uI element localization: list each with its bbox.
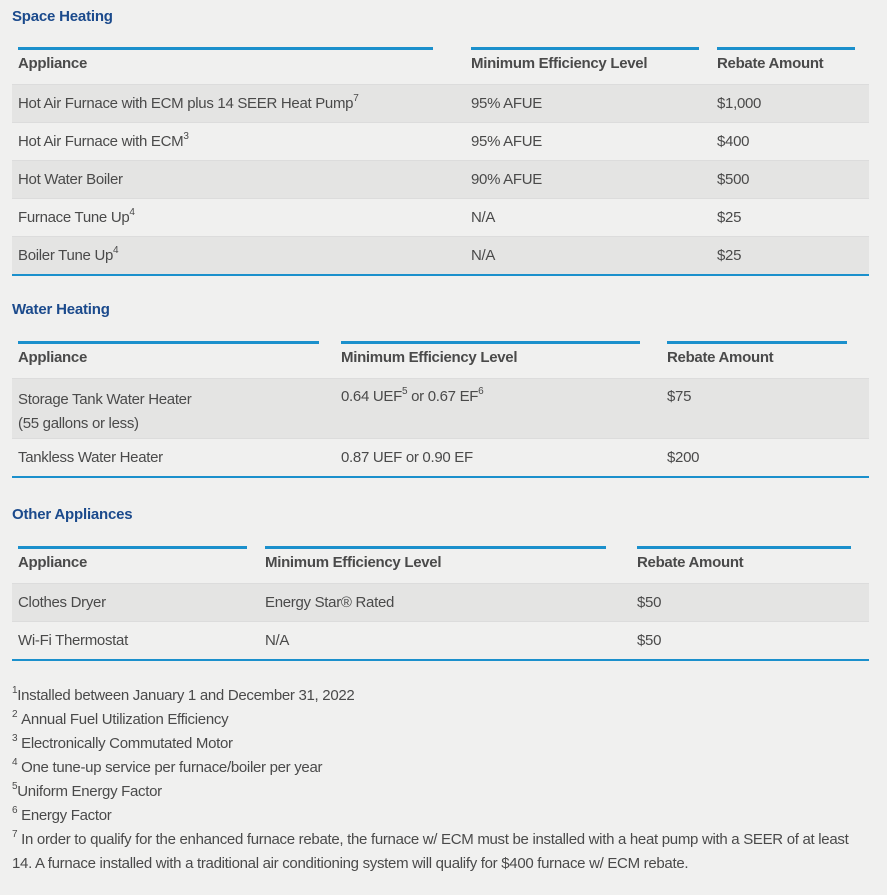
footnote: $^6$ Energy Factor: [12, 805, 112, 824]
efficiency-cell: N/A: [465, 237, 711, 276]
footnote: $^4$ One tune-up service per furnace/boiler per year: [12, 757, 323, 776]
efficiency-cell: 0.64 UEF$^5$ or 0.67 $EF^6$: [335, 379, 661, 439]
appliance-cell: Hot Water Boiler: [12, 161, 465, 199]
appliance-cell: Boiler Tune Up$^4$: [12, 237, 465, 276]
column-header-efficiency: Minimum Efficiency Level: [335, 341, 661, 379]
table-row: [12, 379, 869, 439]
appliance-cell: Tankless Water Heater: [12, 439, 335, 478]
column-header-efficiency: Minimum Efficiency Level: [259, 546, 631, 584]
table-header-row: [12, 546, 869, 584]
section-title-other-appliances: Other Appliances: [12, 506, 133, 523]
column-header-rebate: Rebate Amount: [631, 546, 869, 584]
table-header-row: [12, 341, 869, 379]
efficiency-cell: N/A: [465, 199, 711, 237]
rebate-cell: $50: [631, 622, 869, 661]
table-header-row: [12, 47, 869, 85]
footnote: $^2$ Annual Fuel Utilization Efficiency: [12, 709, 229, 728]
column-header-rebate: Rebate Amount: [711, 47, 869, 85]
other-appliances-table: [12, 546, 869, 661]
footnotes: [12, 684, 862, 876]
section-title-water-heating: Water Heating: [12, 301, 110, 318]
rebate-cell: $75: [661, 379, 869, 439]
footnote: $^7$ In order to qualify for the enhanced furnace rebate, the furnace w/ ECM must be installed with a heat pump with a SEER of at least 14. A furnace installed with a traditional air conditioning system will qualify for $400 furnace w/ ECM rebate.: [12, 829, 849, 872]
table-row: [12, 123, 869, 161]
footnote: $^5$Uniform Energy Factor: [12, 781, 162, 800]
column-header-efficiency: Minimum Efficiency Level: [465, 47, 711, 85]
appliance-cell: Storage Tank Water Heater (55 gallons or less): [12, 379, 335, 439]
rebate-cell: $400: [711, 123, 869, 161]
footnote: $^3$ Electronically Commutated Motor: [12, 733, 233, 752]
rebate-cell: $1,000: [711, 85, 869, 123]
efficiency-cell: 90% AFUE: [465, 161, 711, 199]
footnote: $^1$Installed between January 1 and December 31, 2022: [12, 685, 355, 704]
table-row: [12, 161, 869, 199]
efficiency-cell: N/A: [259, 622, 631, 661]
rebate-cell: $200: [661, 439, 869, 478]
appliance-cell: Hot Air Furnace with ECM plus 14 SEER Heat Pump$^7$: [12, 85, 465, 123]
column-header-appliance: Appliance: [12, 47, 465, 85]
rebate-cell: $25: [711, 237, 869, 276]
appliance-cell: Wi-Fi Thermostat: [12, 622, 259, 661]
efficiency-cell: 95% AFUE: [465, 123, 711, 161]
column-header-appliance: Appliance: [12, 341, 335, 379]
appliance-cell: Furnace Tune Up$^4$: [12, 199, 465, 237]
rebate-cell: $500: [711, 161, 869, 199]
column-header-rebate: Rebate Amount: [661, 341, 869, 379]
table-row: [12, 85, 869, 123]
table-row: [12, 439, 869, 478]
space-heating-table: [12, 47, 869, 276]
efficiency-cell: Energy Star® Rated: [259, 584, 631, 622]
table-row: [12, 237, 869, 276]
table-row: [12, 199, 869, 237]
rebate-cell: $50: [631, 584, 869, 622]
column-header-appliance: Appliance: [12, 546, 259, 584]
section-title-space-heating: Space Heating: [12, 8, 113, 25]
efficiency-cell: 0.87 UEF or 0.90 EF: [335, 439, 661, 478]
appliance-cell: Clothes Dryer: [12, 584, 259, 622]
efficiency-cell: 95% AFUE: [465, 85, 711, 123]
table-row: [12, 622, 869, 661]
rebate-cell: $25: [711, 199, 869, 237]
water-heating-table: [12, 341, 869, 478]
table-row: [12, 584, 869, 622]
appliance-cell: Hot Air Furnace with ECM$^3$: [12, 123, 465, 161]
